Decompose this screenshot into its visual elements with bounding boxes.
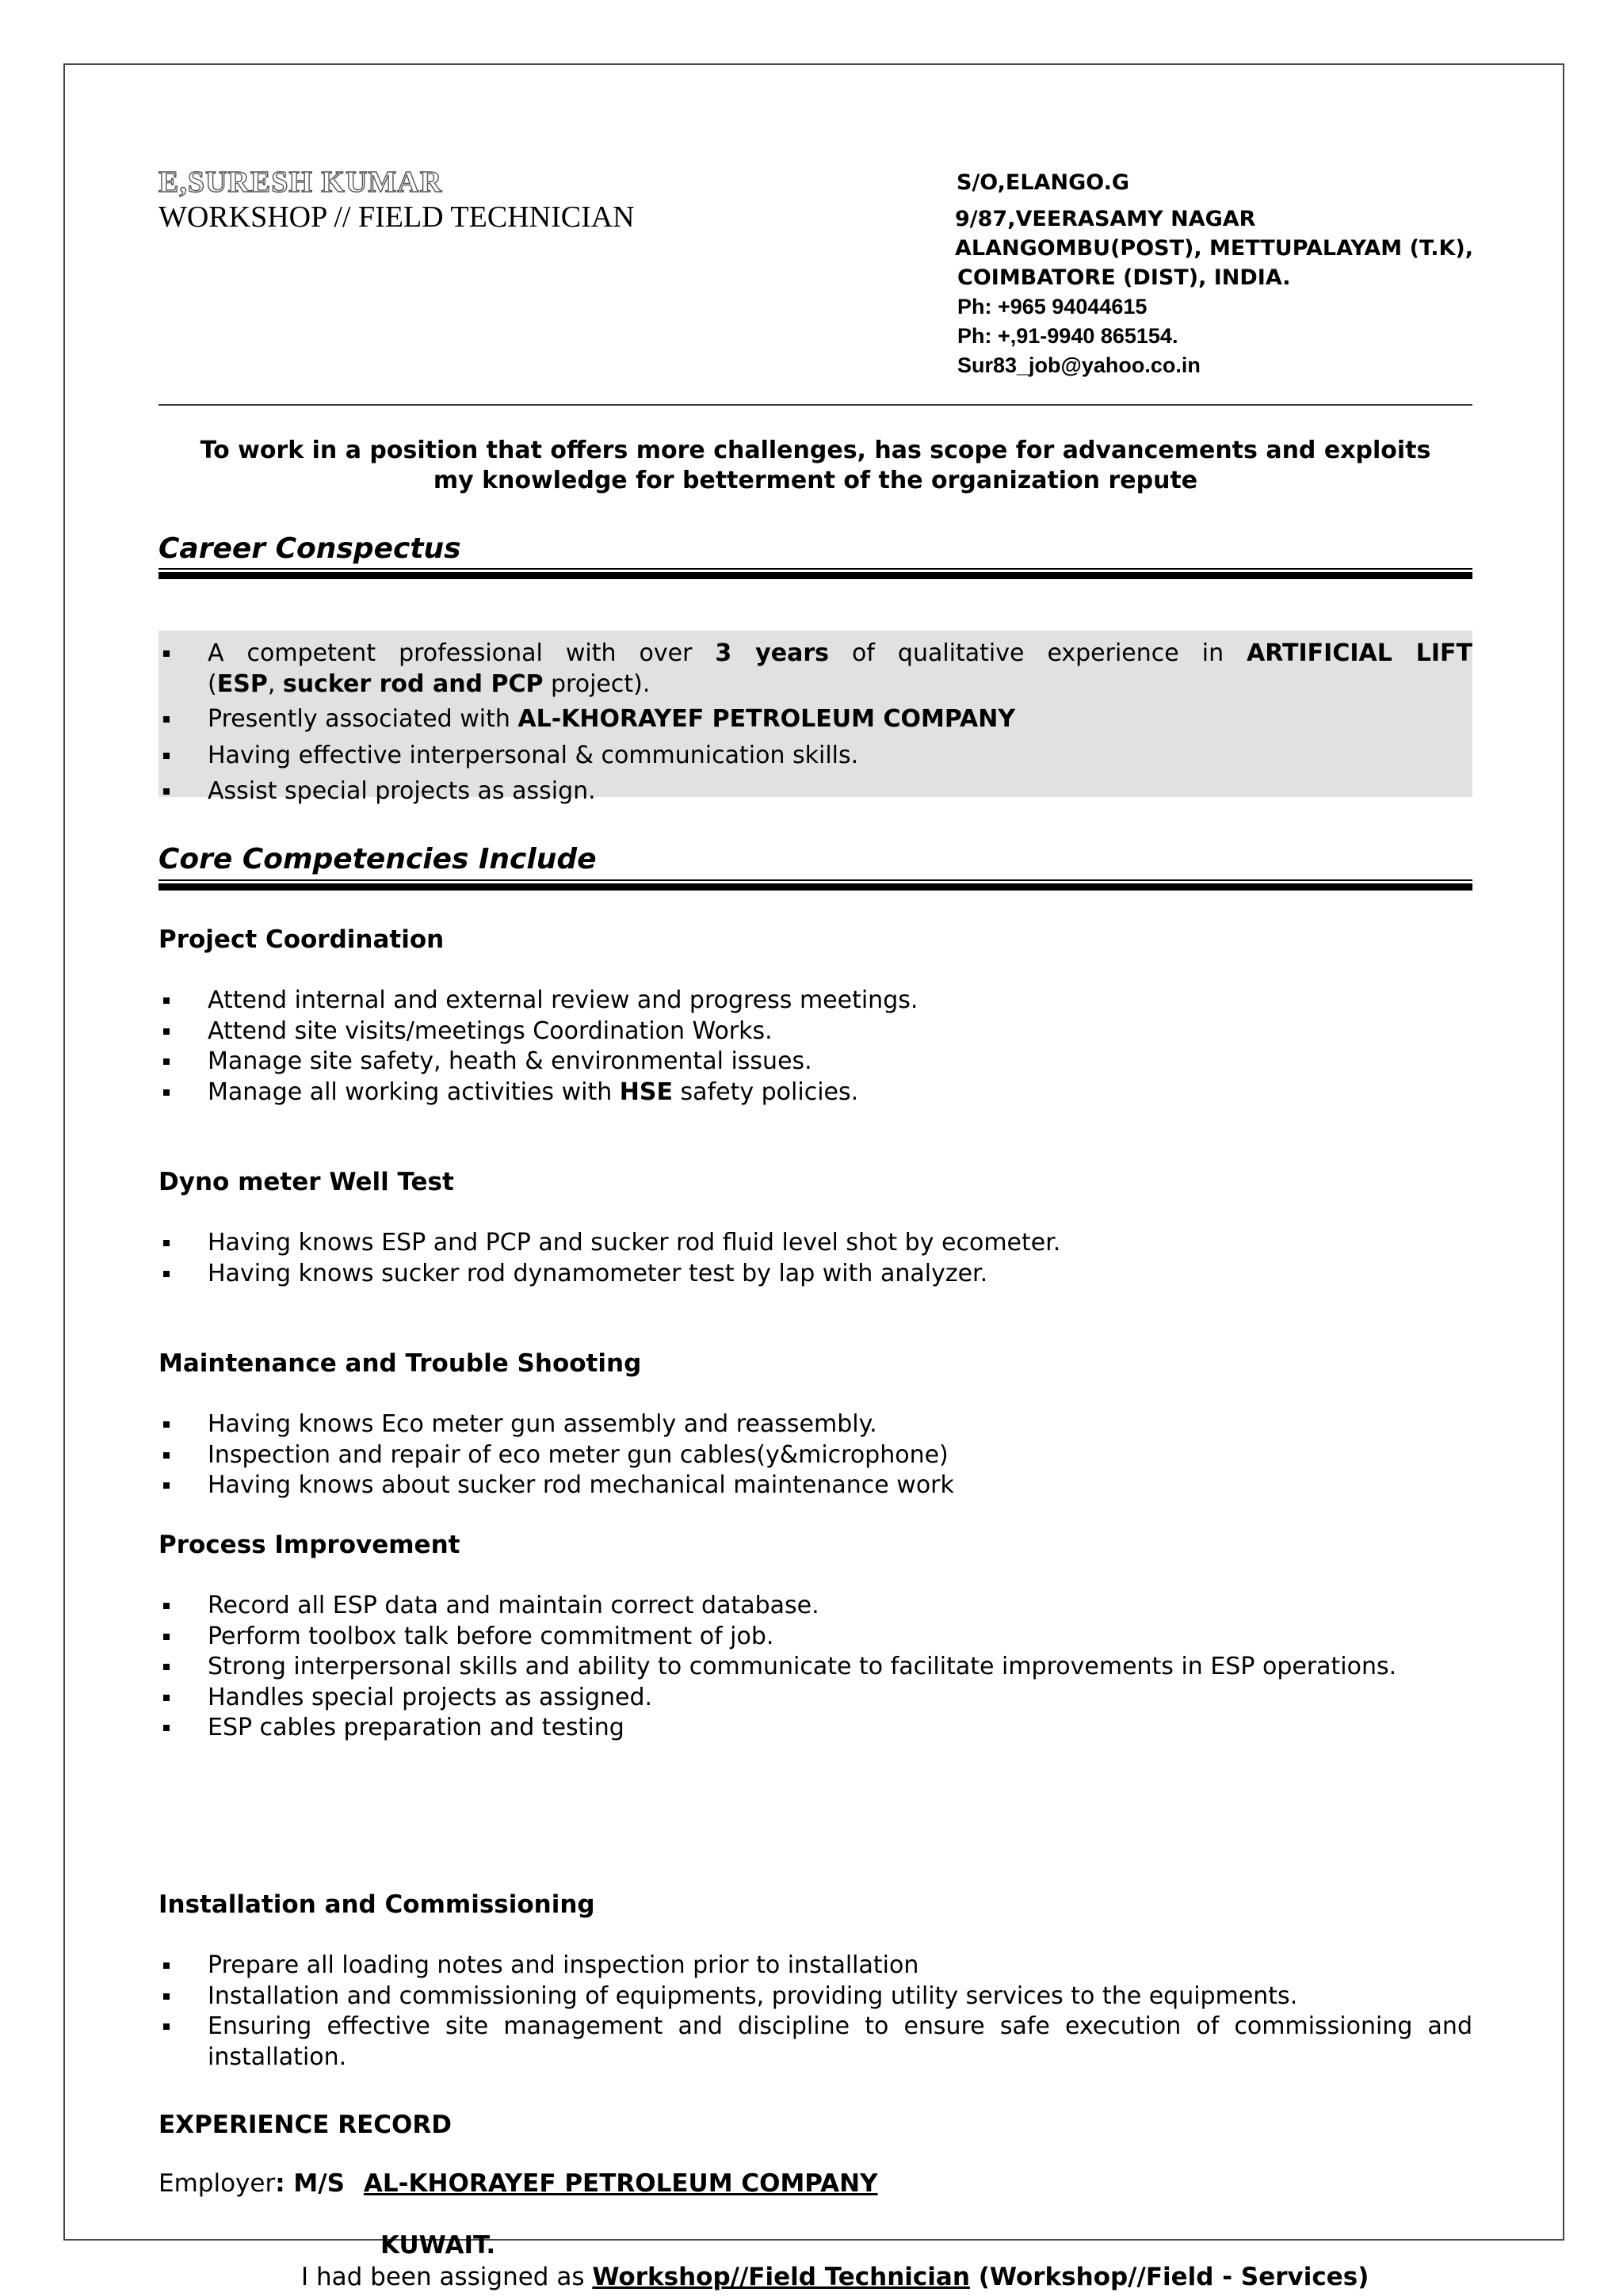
employer-location: KUWAIT.: [380, 2231, 496, 2260]
subheading-project: Project Coordination: [158, 925, 445, 954]
bullet-icon: [163, 1028, 170, 1035]
list-item: Having knows about sucker rod mechanical maintenance work: [158, 1470, 1472, 1501]
assignment-line: [301, 2261, 1369, 2293]
bullet-icon: [163, 788, 170, 795]
dyno-list: [158, 1228, 1472, 1289]
contact-line: COIMBATORE (DIST), INDIA.: [957, 265, 1291, 290]
contact-line: ALANGOMBU(POST), METTUPALAYAM (T.K),: [955, 236, 1473, 261]
list-item: Presently associated with AL-KHORAYEF PETROLEUM COMPANY: [158, 704, 1472, 735]
bullet-icon: [163, 1725, 170, 1731]
resume-page: [158, 151, 1473, 2291]
bullet-icon: [163, 1452, 170, 1459]
bullet-icon: [163, 1058, 170, 1065]
bullet-icon: [163, 1634, 170, 1640]
process-list: [158, 1591, 1472, 1744]
phone-india: Ph: +,91-9940 865154.: [957, 324, 1178, 348]
maintenance-list: [158, 1409, 1472, 1501]
bullet-icon: [163, 1482, 170, 1489]
subheading-process: Process Improvement: [158, 1531, 460, 1559]
bullet-icon: [163, 2023, 170, 2030]
subheading-experience: EXPERIENCE RECORD: [158, 2111, 452, 2139]
list-item: Having knows Eco meter gun assembly and reassembly.: [158, 1409, 1472, 1440]
section-title-career: Career Conspectus: [158, 532, 461, 565]
bullet-icon: [163, 997, 170, 1004]
list-item: Record all ESP data and maintain correct database.: [158, 1591, 1472, 1622]
list-item: ESP cables preparation and testing: [158, 1713, 1472, 1744]
bullet-icon: [163, 1603, 170, 1609]
subheading-installation: Installation and Commissioning: [158, 1890, 595, 1919]
list-item: Perform toolbox talk before commitment of job.: [158, 1622, 1472, 1653]
subheading-maintenance: Maintenance and Trouble Shooting: [158, 1349, 642, 1378]
list-item: Strong interpersonal skills and ability to communicate to facilitate improvements in ESP operations.: [158, 1652, 1472, 1683]
bullet-icon: [163, 716, 170, 723]
bullet-icon: [163, 1664, 170, 1670]
list-item: Having knows ESP and PCP and sucker rod fluid level shot by ecometer.: [158, 1228, 1472, 1259]
bullet-icon: [163, 1993, 170, 2000]
subheading-dyno: Dyno meter Well Test: [158, 1168, 454, 1196]
list-item: Ensuring effective site management and discipline to ensure safe execution of commissioning and: [158, 2012, 1472, 2042]
list-item: Installation and commissioning of equipments, providing utility services to the equipments.: [158, 1981, 1472, 2012]
list-item: Manage all working activities with HSE safety policies.: [158, 1077, 1472, 1108]
employer-company: AL-KHORAYEF PETROLEUM COMPANY: [363, 2169, 878, 2198]
assignment-tail: (Workshop//Field - Services): [969, 2263, 1369, 2291]
employer-label: Employer: [158, 2169, 276, 2198]
assignment-text: I had been assigned as: [301, 2263, 593, 2291]
list-item-continuation: (ESP, sucker rod and PCP project).: [208, 669, 651, 698]
section-rule: [158, 568, 1472, 579]
list-item-continuation: installation.: [208, 2042, 347, 2071]
candidate-name: E,SURESH KUMAR: [158, 166, 443, 199]
email-address: Sur83_job@yahoo.co.in: [957, 353, 1201, 377]
assignment-role: Workshop//Field Technician: [592, 2263, 970, 2291]
bullet-icon: [163, 1240, 170, 1246]
bullet-icon: [163, 1271, 170, 1277]
list-item: Inspection and repair of eco meter gun cables(y&microphone): [158, 1440, 1472, 1471]
employer-line: [158, 2168, 1472, 2199]
objective-line: To work in a position that offers more challenges, has scope for advancements and exploits: [200, 437, 1431, 464]
section-title-core: Core Competencies Include: [158, 843, 597, 875]
list-item: Manage site safety, heath & environmental issues.: [158, 1047, 1472, 1077]
contact-block: [955, 168, 1473, 380]
bullet-icon: [163, 753, 170, 759]
employer-prefix: : M/S: [275, 2169, 345, 2198]
list-item: Having knows sucker rod dynamometer test by lap with analyzer.: [158, 1259, 1472, 1290]
list-item: Handles special projects as assigned.: [158, 1683, 1472, 1714]
bullet-icon: [163, 1962, 170, 1969]
bullet-icon: [163, 1421, 170, 1428]
header-divider: [158, 404, 1472, 406]
career-list: [158, 639, 1472, 807]
resume-header: [158, 151, 1472, 388]
project-list: [158, 986, 1472, 1108]
bullet-icon: [163, 1089, 170, 1096]
list-item: Attend internal and external review and progress meetings.: [158, 986, 1472, 1016]
objective-line: my knowledge for betterment of the organization repute: [433, 467, 1198, 494]
phone-kuwait: Ph: +965 94044615: [957, 295, 1148, 318]
objective-statement: [158, 436, 1472, 496]
candidate-role: WORKSHOP // FIELD TECHNICIAN: [158, 200, 635, 234]
list-item: Attend site visits/meetings Coordination Works.: [158, 1016, 1472, 1047]
installation-list: [158, 1951, 1472, 2073]
list-item: Assist special projects as assign.: [158, 776, 1472, 807]
list-item: Prepare all loading notes and inspection prior to installation: [158, 1951, 1472, 1981]
contact-line: 9/87,VEERASAMY NAGAR: [955, 207, 1256, 231]
bullet-icon: [163, 650, 170, 657]
section-rule: [158, 879, 1472, 891]
contact-line: S/O,ELANGO.G: [957, 170, 1130, 195]
bullet-icon: [163, 1695, 170, 1701]
list-item: Having effective interpersonal & communication skills.: [158, 741, 1472, 772]
list-item: A competent professional with over 3 years of qualitative experience in ARTIFICIAL LIFT: [158, 639, 1472, 669]
